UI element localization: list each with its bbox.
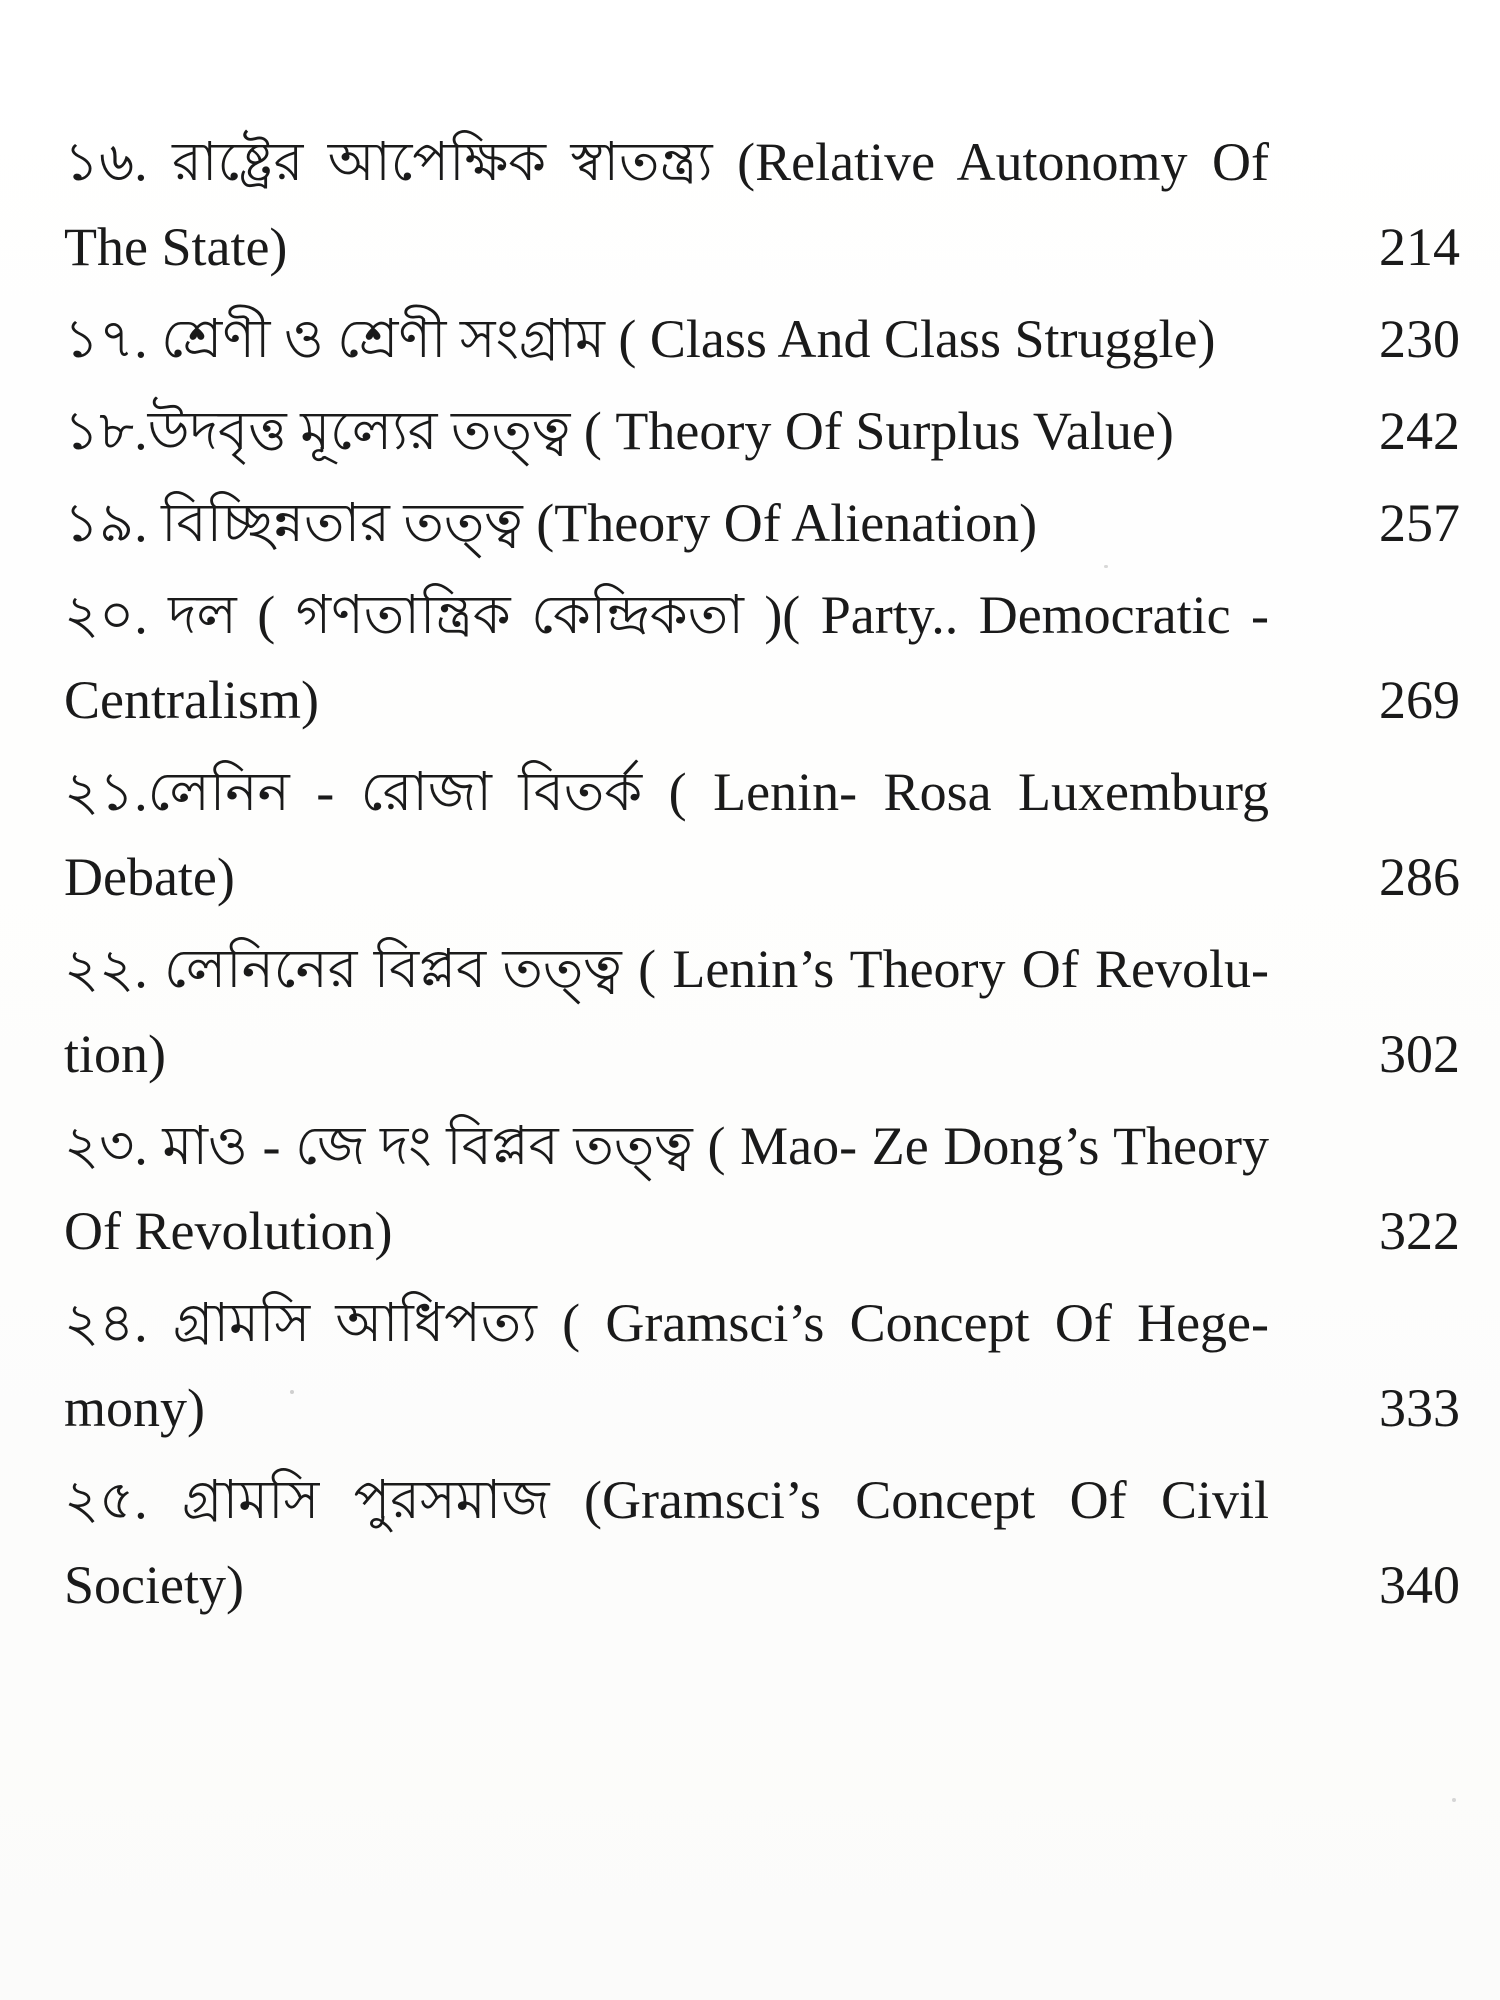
toc-entry-25 bbox=[64, 1458, 1464, 1628]
paper-speck bbox=[1104, 565, 1108, 568]
toc-entry-page-number: 242 bbox=[1379, 401, 1460, 461]
toc-entry-page-number: 302 bbox=[1379, 1024, 1460, 1084]
toc-entry-19 bbox=[64, 481, 1464, 566]
toc-entry-17 bbox=[64, 297, 1464, 382]
toc-entry-24 bbox=[64, 1281, 1464, 1451]
toc-entry-page-number: 286 bbox=[1379, 847, 1460, 907]
paper-speck bbox=[290, 1390, 294, 1394]
toc-entry-22 bbox=[64, 927, 1464, 1097]
toc-entry-20 bbox=[64, 573, 1464, 743]
toc-entry-page-number: 230 bbox=[1379, 309, 1460, 369]
toc-entry-title: ২৩. মাও - জে দং বিপ্লব তত্ত্ব ( Mao- Ze Dong’s Theory Of Revolution) bbox=[64, 1116, 1269, 1261]
toc-entry-title: ২১.লেনিন - রোজা বিতর্ক ( Lenin- Rosa Luxemburg Debate) bbox=[64, 762, 1269, 907]
table-of-contents bbox=[64, 120, 1464, 1635]
toc-entry-title: ২২. লেনিনের বিপ্লব তত্ত্ব ( Lenin’s Theory Of Revolu- tion) bbox=[64, 939, 1269, 1084]
toc-entry-23 bbox=[64, 1104, 1464, 1274]
toc-entry-title: ১৮.উদবৃত্ত মূল্যের তত্ত্ব ( Theory Of Surplus Value) bbox=[64, 401, 1174, 461]
toc-entry-title: ২০. দল ( গণতান্ত্রিক কেন্দ্রিকতা )( Party.. Democratic - Centralism) bbox=[64, 585, 1269, 730]
paper-speck bbox=[1452, 1798, 1456, 1802]
toc-entry-page-number: 214 bbox=[1379, 217, 1460, 277]
toc-entry-title: ২৫. গ্রামসি পুরসমাজ (Gramsci’s Concept Of Civil Society) bbox=[64, 1470, 1269, 1615]
toc-entry-title: ১৬. রাষ্ট্রের আপেক্ষিক স্বাতন্ত্র্য (Relative Autonomy Of The State) bbox=[64, 132, 1269, 277]
toc-entry-18 bbox=[64, 389, 1464, 474]
toc-entry-page-number: 322 bbox=[1379, 1201, 1460, 1261]
toc-entry-title: ১৭. শ্রেণী ও শ্রেণী সংগ্রাম ( Class And Class Struggle) bbox=[64, 309, 1216, 369]
toc-entry-page-number: 340 bbox=[1379, 1555, 1460, 1615]
toc-entry-page-number: 257 bbox=[1379, 493, 1460, 553]
toc-entry-21 bbox=[64, 750, 1464, 920]
toc-entry-title: ১৯. বিচ্ছিন্নতার তত্ত্ব (Theory Of Alienation) bbox=[64, 493, 1038, 553]
toc-entry-page-number: 333 bbox=[1379, 1378, 1460, 1438]
toc-entry-16 bbox=[64, 120, 1464, 290]
toc-entry-title: ২৪. গ্রামসি আধিপত্য ( Gramsci’s Concept Of Hege- mony) bbox=[64, 1293, 1269, 1438]
toc-entry-page-number: 269 bbox=[1379, 670, 1460, 730]
